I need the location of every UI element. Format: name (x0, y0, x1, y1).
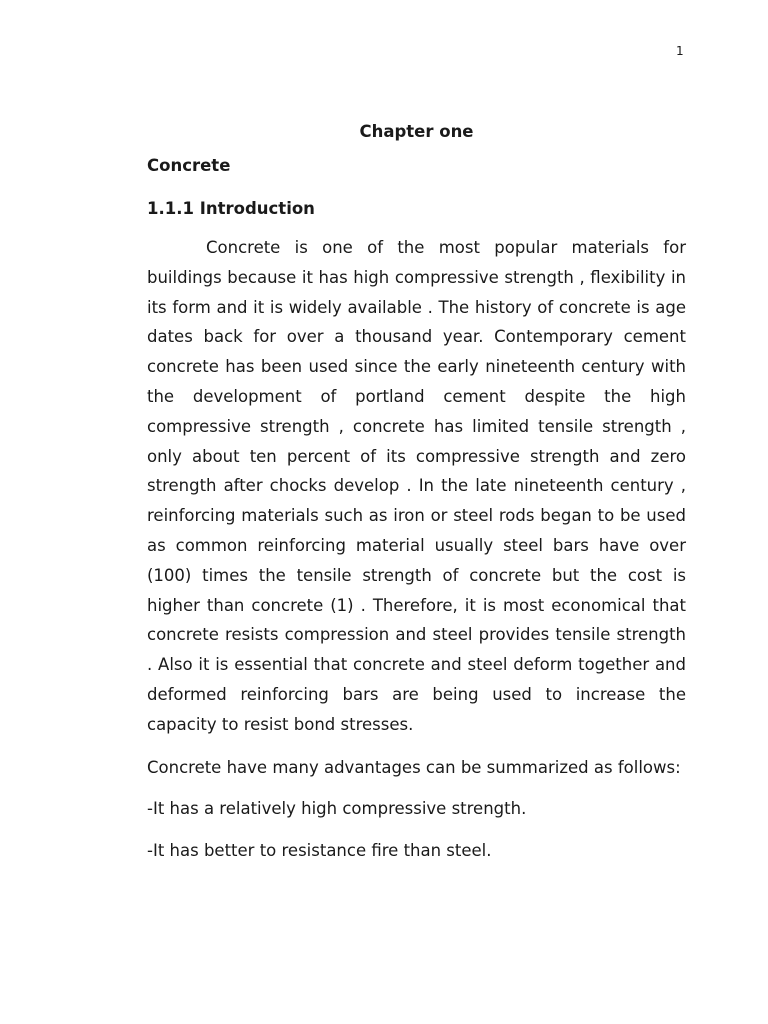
intro-paragraph: Concrete is one of the most popular materials for buildings because it has high compressive strength , flexibility in its form and it is widely available . The history of concrete is age dates back for over a thousand year. Contemporary cement concrete has been used since the early nineteenth century with the development of portland cement despite the high compressive strength , concrete has limited tensile strength , only about ten percent of its compressive strength and zero strength after chocks develop . In the late nineteenth century , reinforcing materials such as iron or steel rods began to be used as common reinforcing material usually steel bars have over (100) times the tensile strength of concrete but the cost is higher than concrete (1) . Therefore, it is most economical that concrete resists compression and steel provides tensile strength . Also it is essential that concrete and steel deform together and deformed reinforcing bars are being used to increase the capacity to resist bond stresses. (147, 238, 686, 734)
advantage-item: -It has a relatively high compressive strength. (147, 799, 527, 819)
document-body (147, 120, 686, 866)
chapter-title: Chapter one (359, 122, 474, 141)
page-number: 1 (676, 44, 684, 58)
advantages-intro-paragraph: Concrete have many advantages can be summarized as follows: (147, 757, 681, 777)
subsection-title: 1.1.1 Introduction (147, 199, 315, 218)
section-title: Concrete (147, 156, 231, 175)
advantage-item: -It has better to resistance fire than steel. (147, 841, 492, 861)
